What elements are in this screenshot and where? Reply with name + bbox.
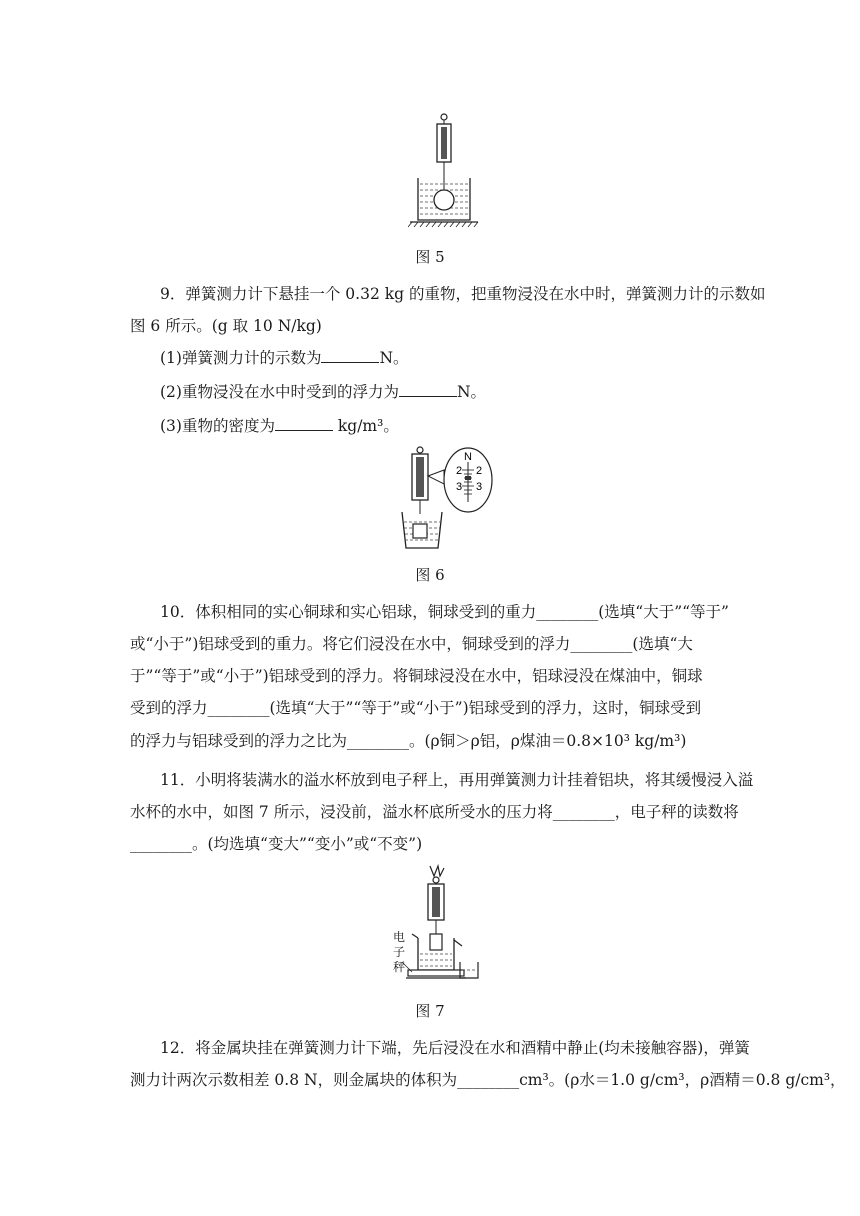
figure-5-caption: 图 5: [415, 248, 445, 266]
q10-line2: 或“小于”)铝球受到的重力。将它们浸没在水中，铜球受到的浮力________(选填“大: [130, 635, 693, 653]
q9-blank-3: [275, 416, 333, 431]
q9-sub1-unit: N。: [379, 349, 409, 367]
q9-sub3-text: (3)重物的密度为: [160, 417, 275, 435]
q9-stem-line1: 9．弹簧测力计下悬挂一个 0.32 kg 的重物，把重物浸没在水中时，弹簧测力计的示数如: [160, 285, 766, 303]
q12-line2: 测力计两次示数相差 0.8 N，则金属块的体积为________cm³。(ρ水＝1.0 g/cm³，ρ酒精＝0.8 g/cm³，: [130, 1071, 846, 1089]
q10-line1: 10．体积相同的实心铜球和实心铝球，铜球受到的重力________(选填“大于”“等于”: [160, 603, 729, 621]
q9-sub1-text: (1)弹簧测力计的示数为: [160, 349, 322, 367]
q9-sub3: [160, 416, 760, 436]
q11-line1: 11．小明将装满水的溢水杯放到电子秤上，再用弹簧测力计挂着铝块，将其缓慢浸入溢: [160, 771, 754, 789]
q11-line3: ________。(均选填“变大”“变小”或“不变”): [130, 835, 423, 853]
fig6-tick-2-left: 2: [456, 465, 463, 477]
q9-sub2-text: (2)重物浸没在水中时受到的浮力为: [160, 383, 399, 401]
figure-6-diagram: [398, 446, 498, 554]
q11-line2: 水杯的水中，如图 7 所示，浸没前，溢水杯底所受水的压力将________，电子秤的读数将: [130, 803, 739, 821]
fig6-tick-2-right: 2: [476, 465, 483, 477]
figure-5-diagram: [408, 112, 480, 230]
q9-sub2-unit: N。: [456, 383, 487, 401]
q10-line4: 受到的浮力________(选填“大于”“等于”或“小于”)铝球受到的浮力，这时，铜球受到: [130, 699, 702, 717]
fig6-scale-unit: N: [464, 451, 472, 463]
q10-line3: 于”“等于”或“小于”)铝球受到的浮力。将铜球浸没在水中，铝球浸没在煤油中，铜球: [130, 667, 703, 685]
q9-sub2: [160, 382, 760, 402]
q12-line1: 12．将金属块挂在弹簧测力计下端，先后浸没在水和酒精中静止(均未接触容器)，弹簧: [160, 1039, 750, 1057]
fig7-scale-label: 电子秤: [393, 930, 406, 974]
figure-6-caption: 图 6: [415, 566, 445, 584]
q9-sub1: [160, 348, 760, 368]
q9-blank-1: [321, 348, 379, 363]
q9-sub3-unit: kg/m³。: [332, 417, 399, 435]
fig6-tick-3-right: 3: [476, 481, 483, 493]
fig6-tick-3-left: 3: [456, 481, 463, 493]
q9-blank-2: [399, 382, 457, 397]
q9-stem-line2: 图 6 所示。(g 取 10 N/kg): [130, 317, 322, 335]
figure-7-caption: 图 7: [415, 1002, 445, 1020]
q10-line5: 的浮力与铝球受到的浮力之比为________。(ρ铜＞ρ铝，ρ煤油＝0.8×10³ kg/m³): [130, 732, 687, 750]
